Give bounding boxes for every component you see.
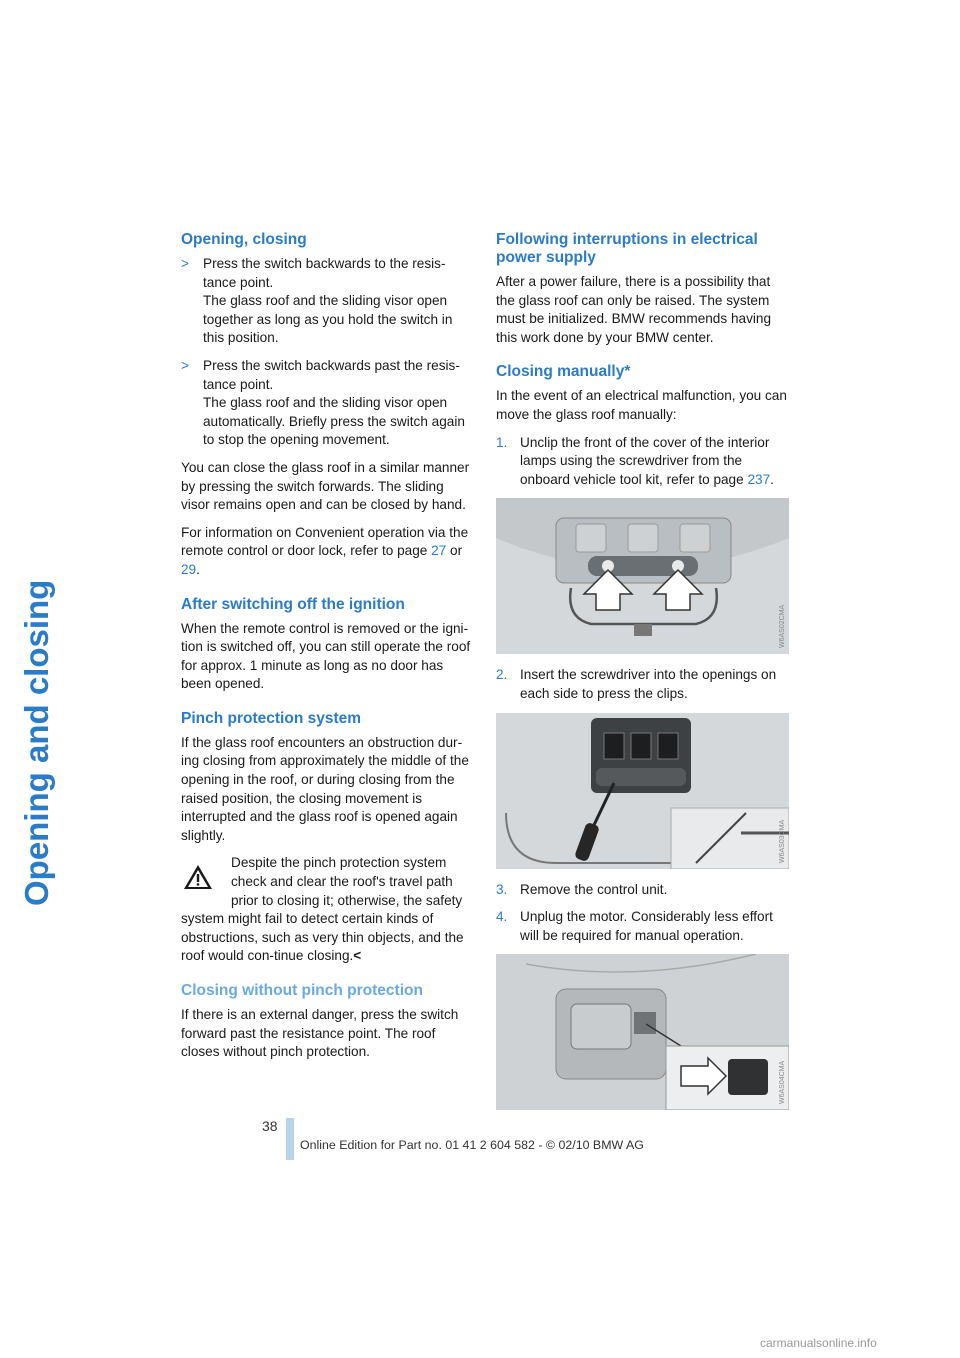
step-number: 2. bbox=[496, 667, 508, 683]
step-number: 1. bbox=[496, 434, 508, 450]
heading-closing-manually: Closing manually* bbox=[496, 363, 631, 381]
side-section-title bbox=[12, 226, 56, 906]
figure-illustration bbox=[496, 713, 789, 869]
bullet-item bbox=[181, 255, 476, 348]
bullet-item bbox=[181, 357, 476, 450]
footer-edition-text: Online Edition for Part no. 01 41 2 604 582 - © 02/10 BMW AG bbox=[300, 1138, 644, 1152]
step-text: Unplug the motor. Considerably less effort will be required for manual operation. bbox=[520, 909, 773, 943]
step-item bbox=[496, 434, 791, 490]
page-number: 38 bbox=[262, 1118, 278, 1134]
page-link-237[interactable]: 237 bbox=[747, 471, 771, 487]
paragraph-power-interruption: After a power failure, there is a possibility that the glass roof can only be raised. The system must be initialized. BMW recommends having this work done by your BMW center. bbox=[496, 274, 772, 345]
step-text: Remove the control unit. bbox=[520, 881, 668, 897]
bullet-line: Press the switch backwards past the resis- bbox=[203, 357, 460, 373]
step-text: Insert the screwdriver into the openings on each side to press the clips. bbox=[520, 667, 777, 701]
page-link-27[interactable]: 27 bbox=[431, 543, 447, 559]
figure-unplug-motor bbox=[496, 954, 789, 1110]
bullet-line: automatically. Briefly press the switch again bbox=[203, 413, 465, 429]
bullet-line: Press the switch backwards to the resis- bbox=[203, 256, 446, 271]
bullet-line: The glass roof and the sliding visor open bbox=[203, 293, 448, 309]
figure-code bbox=[775, 803, 787, 863]
figure-code bbox=[775, 1044, 787, 1104]
paragraph-close: You can close the glass roof in a similar manner by pressing the switch forwards. The sliding visor remains open and can be closed by hand. bbox=[181, 459, 470, 513]
figure-code-text: W6AS02CMA bbox=[779, 605, 786, 649]
figure-code-text: W6AS03CMA bbox=[779, 819, 786, 863]
figure-screwdriver-clips bbox=[496, 713, 789, 869]
step-item bbox=[496, 666, 791, 703]
figure-interior-lamp-cover bbox=[496, 498, 789, 654]
bullet-marker: > bbox=[181, 357, 189, 373]
figure-illustration bbox=[496, 954, 789, 1110]
text: . bbox=[196, 561, 200, 577]
figure-illustration bbox=[496, 498, 789, 654]
step-item bbox=[496, 908, 791, 945]
side-title-text: Opening and closing bbox=[18, 579, 55, 906]
left-column bbox=[181, 231, 476, 1071]
paragraph-closing-without-pinch: If there is an external danger, press the switch forward past the resistance point. The roof closes without pinch protection. bbox=[181, 1007, 459, 1060]
heading-power-interruption: Following interruptions in electrical power supply bbox=[496, 231, 758, 266]
warning-triangle-icon bbox=[183, 864, 213, 890]
figure-code bbox=[775, 588, 787, 648]
heading-opening-closing: Opening, closing bbox=[181, 231, 307, 248]
warning-text: Despite the pinch protection system check and clear the roof's travel path prior to closing it; otherwise, the safety system might fail to detect certain kinds of obstructions, such as very thin objects, and the roof would con-tinue closing. bbox=[181, 855, 464, 964]
paragraph-pinch-protection: If the glass roof encounters an obstruction dur-ing closing from approximately the middle of the opening in the roof, or during closing from the raised position, the closing movement is interrupted and the glass roof is opened again slightly. bbox=[181, 734, 469, 843]
text: . bbox=[770, 471, 774, 487]
bullet-line: The glass roof and the sliding visor open bbox=[203, 395, 448, 411]
bullet-line: together as long as you hold the switch in bbox=[203, 311, 453, 327]
bullet-line: to stop the opening movement. bbox=[203, 432, 390, 448]
right-column bbox=[496, 231, 791, 1122]
warning-note bbox=[181, 854, 476, 966]
heading-closing-without-pinch: Closing without pinch protection bbox=[181, 982, 423, 999]
watermark-text: carmanualsonline.info bbox=[760, 1336, 877, 1350]
bullet-marker: > bbox=[181, 256, 189, 271]
heading-after-ignition: After switching off the ignition bbox=[181, 595, 405, 613]
bullet-line: tance point. bbox=[203, 376, 274, 392]
footer-accent-bar bbox=[286, 1118, 294, 1160]
figure-code-text: W6AS04CMA bbox=[779, 1061, 786, 1105]
heading-pinch-protection: Pinch protection system bbox=[181, 709, 362, 727]
bullet-line: tance point. bbox=[203, 274, 274, 290]
step-number: 3. bbox=[496, 881, 508, 897]
paragraph-after-ignition: When the remote control is removed or the igni-tion is switched off, you can still operate the roof for approx. 1 minute as long as no door has been opened. bbox=[181, 620, 471, 692]
step-item bbox=[496, 881, 791, 900]
page-link-29[interactable]: 29 bbox=[181, 561, 197, 577]
step-text: Unclip the front of the cover of the interior lamps using the screwdriver from the onboard vehicle tool kit, refer to page bbox=[520, 434, 770, 487]
text: For information on Convenient operation via the remote control or door lock, refer to page bbox=[181, 524, 469, 559]
paragraph-closing-manually: In the event of an electrical malfunction, you can move the glass roof manually: bbox=[496, 388, 787, 422]
step-number: 4. bbox=[496, 909, 508, 925]
text: or bbox=[446, 543, 463, 559]
bullet-line: this position. bbox=[203, 330, 279, 346]
end-of-note-marker: < bbox=[353, 948, 362, 964]
paragraph-convenient-operation bbox=[181, 524, 476, 580]
